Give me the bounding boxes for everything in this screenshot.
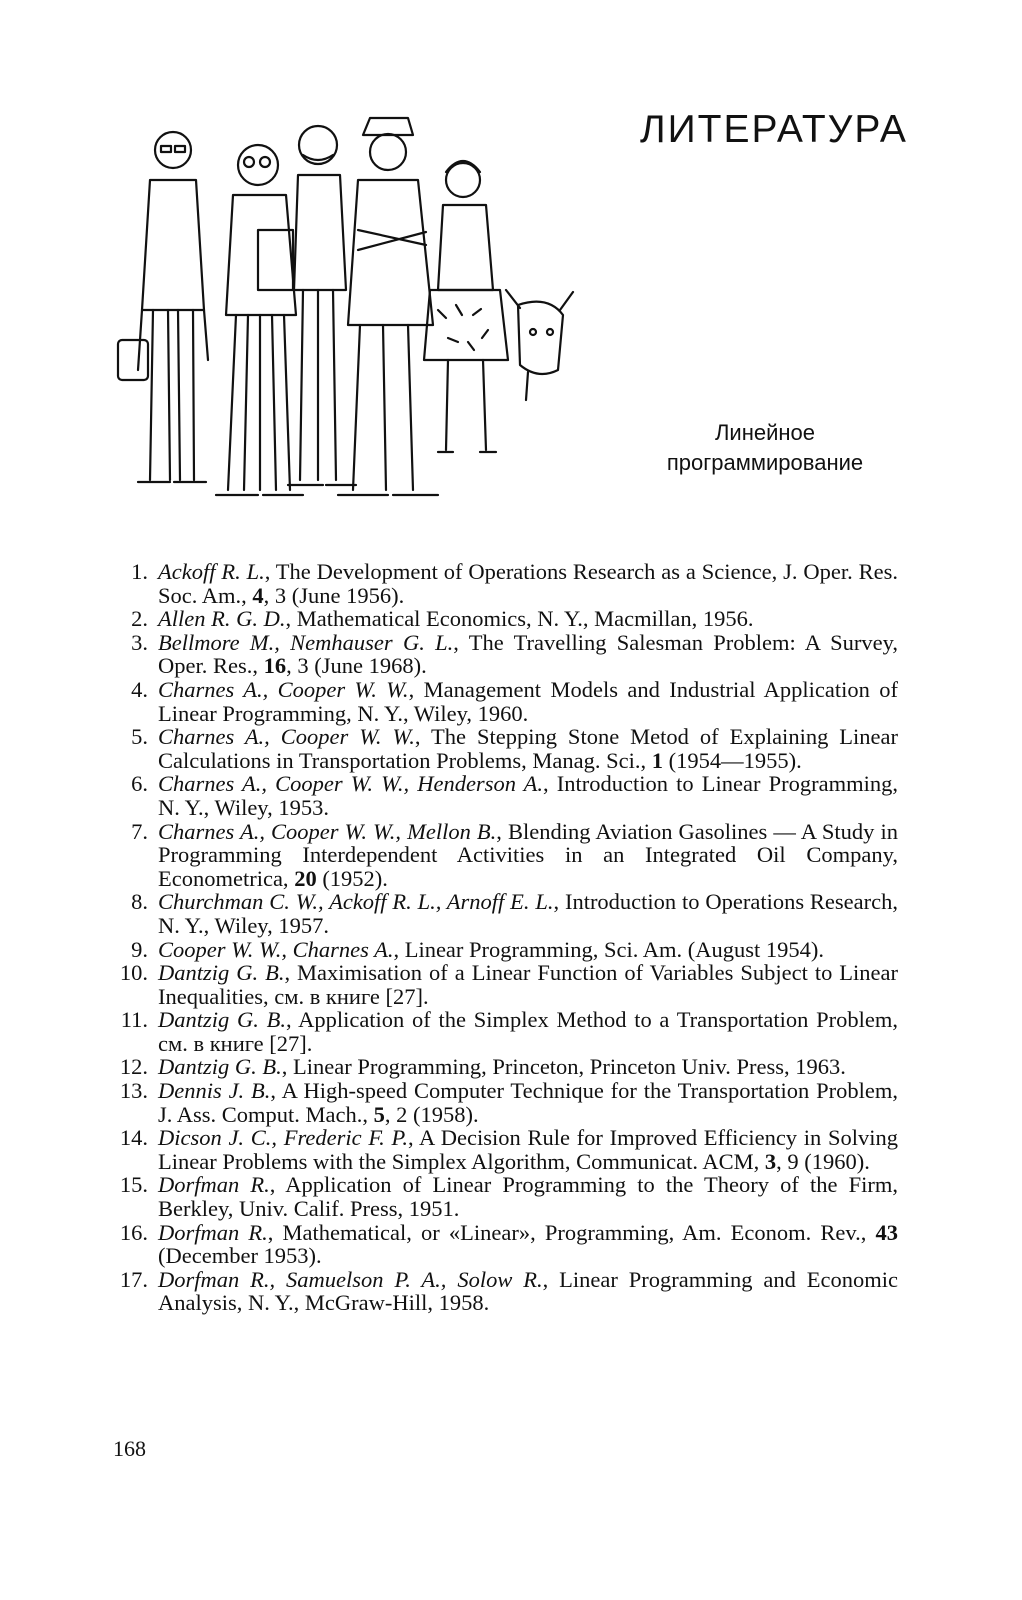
reference-tail: (December 1953). [158,1243,322,1269]
reference-item [108,1268,898,1315]
reference-text: , Linear Programming and Economic Analysis, N. Y., McGraw-Hill, 1958. [158,1266,898,1316]
page-number: 168 [113,1436,146,1461]
reference-volume: 4 [252,582,264,608]
reference-volume: 43 [875,1219,898,1245]
reference-item [108,961,898,1008]
reference-number: 4. [131,676,148,702]
reference-tail: , 2 (1958). [384,1101,479,1127]
reference-number: 16. [119,1219,148,1245]
reference-text: , Introduction to Operations Research, N. Y., Wiley, 1957. [158,889,898,938]
reference-number: 15. [119,1172,148,1198]
reference-item [108,1173,898,1220]
reference-authors: Charnes A., Cooper W. W., Henderson A. [158,771,544,797]
reference-tail: , 9 (1960). [776,1148,870,1174]
reference-item [108,772,898,819]
illustration-caption [625,418,905,478]
caption-line-1: Линейное [714,420,816,445]
reference-number: 12. [119,1054,148,1080]
reference-number: 5. [131,724,148,750]
reference-number: 17. [119,1266,148,1292]
reference-text: , Maximisation of a Linear Function of Variables Subject to Linear Inequalities, см. в книге [27]. [158,960,899,1009]
reference-authors: Dantzig G. B. [158,1007,286,1033]
reference-text: , Linear Programming, Sci. Am. (August 1954). [393,936,825,962]
reference-item [108,1126,898,1173]
reference-authors: Ackoff R. L. [158,559,265,584]
reference-text: , Mathematical, or «Linear», Programming, Am. Econom. Rev., [267,1219,876,1245]
cartoon-people-drawing [108,110,578,520]
reference-number: 3. [131,629,148,655]
reference-text: , Introduction to Linear Programming, N. Y., Wiley, 1953. [158,771,898,820]
reference-number: 14. [119,1125,148,1151]
page-heading: ЛИТЕРАТУРА [640,108,908,151]
reference-number: 9. [131,936,148,962]
reference-list [108,560,898,1315]
reference-number: 11. [120,1007,148,1033]
reference-volume: 5 [373,1101,385,1127]
reference-item [108,725,898,772]
reference-authors: Charnes A., Cooper W. W. [158,724,415,750]
reference-authors: Dicson J. C., Frederic F. P. [158,1125,408,1151]
reference-item [108,1008,898,1055]
reference-authors: Churchman C. W., Ackoff R. L., Arnoff E. L. [158,889,554,915]
reference-text: , A Decision Rule for Improved Efficiency in Solving Linear Problems with the Simplex Algorithm, Communicat. ACM, [158,1125,898,1174]
reference-item [108,560,898,607]
reference-authors: Dantzig G. B. [158,960,285,986]
reference-item [108,631,898,678]
reference-text: , Mathematical Economics, N. Y., Macmillan, 1956. [285,606,754,632]
reference-authors: Charnes A., Cooper W. W., Mellon B. [158,818,497,844]
reference-item [108,607,898,631]
reference-item [108,890,898,937]
reference-volume: 3 [764,1148,777,1174]
reference-tail: (1952). [316,865,388,891]
reference-tail: (1954—1955). [662,747,802,773]
reference-text: , Blending Aviation Gasolines — A Study in Programming Interdependent Activities in an Integrated Oil Company, Econometrica, [158,818,898,891]
reference-authors: Dorfman R. [158,1172,270,1198]
reference-tail: , 3 (June 1968). [286,653,427,679]
cartoon-illustration [108,110,578,520]
reference-item [108,678,898,725]
reference-authors: Dorfman R., Samuelson P. A., Solow R. [158,1266,543,1292]
reference-authors: Dorfman R. [158,1219,268,1245]
reference-item [108,1055,898,1079]
reference-text: , The Travelling Salesman Problem: A Survey, Oper. Res., [158,629,898,679]
reference-tail: , 3 (June 1956). [263,582,405,608]
reference-item [108,1221,898,1268]
reference-authors: Dennis J. B. [158,1078,271,1104]
reference-volume: 1 [651,747,663,773]
reference-text: , The Development of Operations Research as a Science, J. Oper. Res. Soc. Am., [158,559,899,608]
reference-item [108,820,898,891]
reference-volume: 20 [294,865,317,891]
reference-volume: 16 [263,653,287,679]
reference-number: 1. [131,559,148,584]
reference-item [108,1079,898,1126]
reference-authors: Charnes A., Cooper W. W. [158,676,409,702]
reference-text: , Application of the Simplex Method to a Transportation Problem, см. в книге [27]. [158,1007,899,1056]
reference-number: 13. [119,1078,148,1104]
caption-line-2: программирование [666,450,864,475]
reference-authors: Cooper W. W., Charnes A. [158,936,394,962]
reference-text: , The Stepping Stone Metod of Explaining Linear Calculations in Transportation Problems, Manag. Sci., [158,724,898,773]
reference-text: , Application of Linear Programming to the Theory of the Firm, Berkley, Univ. Calif. Press, 1951. [158,1172,899,1222]
reference-text: , Linear Programming, Princeton, Princeton Univ. Press, 1963. [281,1054,846,1080]
reference-number: 2. [131,606,148,632]
reference-item [108,938,898,962]
reference-text: , Management Models and Industrial Application of Linear Programming, N. Y., Wiley, 1960. [158,676,898,726]
reference-text: , A High-speed Computer Technique for the Transportation Problem, J. Ass. Comput. Mach., [158,1078,898,1127]
reference-authors: Allen R. G. D. [158,606,286,632]
reference-authors: Dantzig G. B. [158,1054,282,1080]
reference-authors: Bellmore M., Nemhauser G. L. [158,629,454,655]
reference-number: 7. [131,818,148,844]
reference-number: 8. [131,889,148,915]
reference-number: 6. [131,771,148,797]
reference-number: 10. [119,960,148,986]
